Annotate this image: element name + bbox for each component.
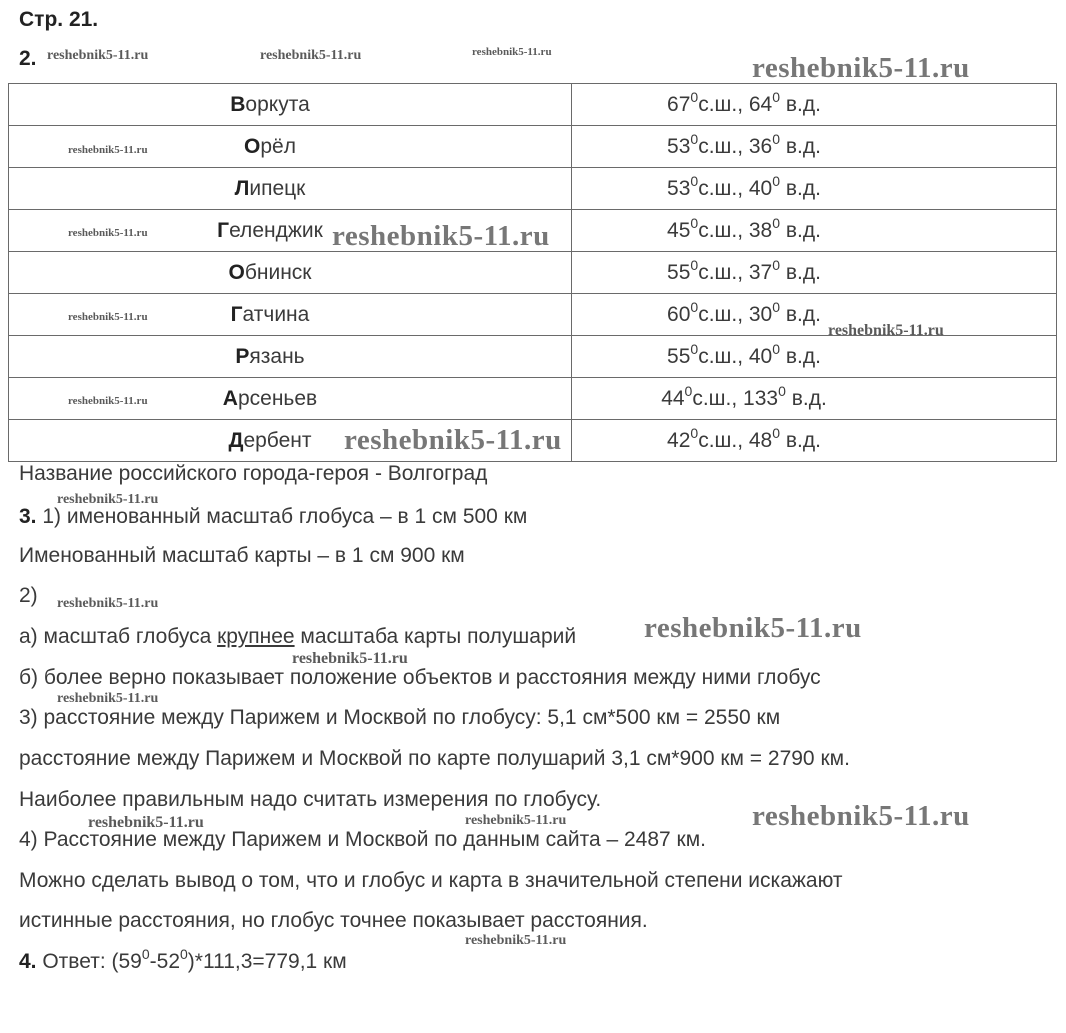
degree-mark: 0 [690,298,699,315]
city-coords-cell [572,336,1057,378]
degree-mark: 0 [772,298,781,315]
latitude-value: 42 [667,428,691,452]
degree-mark: 0 [690,88,699,105]
task4-text-c: )*111,3=779,1 км [187,950,347,973]
city-coords-cell [572,252,1057,294]
city-name-initial: Г [230,302,243,326]
latitude-value: 67 [667,92,691,116]
task4-line [19,946,347,974]
degree-mark: 0 [772,340,781,357]
latitude-unit: с.ш., [698,260,749,284]
latitude-unit: с.ш., [698,302,749,326]
watermark: reshebnik5-11.ru [292,650,408,667]
longitude-value: 37 [748,260,773,284]
city-row [9,168,1057,210]
city-coords-cell [572,168,1057,210]
latitude-unit: с.ш., [698,428,749,452]
task3-line9: 4) Расстояние между Парижем и Москвой по данным сайта – 2487 км. [19,828,707,851]
degree-mark: 0 [778,382,786,399]
city-coords-cell [572,378,1057,420]
longitude-unit: в.д. [780,92,821,116]
watermark: reshebnik5-11.ru [332,220,550,252]
city-name-cell [9,252,572,294]
watermark: reshebnik5-11.ru [828,322,944,339]
longitude-value: 48 [748,428,773,452]
city-row [9,126,1057,168]
city-name-initial: В [230,92,246,116]
watermark: reshebnik5-11.ru [472,46,552,58]
degree-mark: 0 [690,130,699,147]
city-coords-cell [572,420,1057,462]
watermark: reshebnik5-11.ru [68,311,148,323]
longitude-value: 38 [748,218,773,242]
longitude-unit: в.д. [780,260,821,284]
watermark: reshebnik5-11.ru [68,227,148,239]
city-name-rest: бнинск [244,260,312,284]
degree-mark: 0 [690,256,699,273]
latitude-value: 45 [667,218,691,242]
page-heading: Стр. 21. [19,8,99,31]
task3-number: 3. [19,505,37,528]
city-name-initial: Р [235,344,250,368]
city-name-rest: атчина [242,302,310,326]
longitude-value: 64 [748,92,773,116]
degree-mark: 0 [772,214,781,231]
task3-line2: Именованный масштаб карты – в 1 см 900 км [19,544,465,567]
city-name-initial: Л [234,176,250,200]
task4-sup2: 0 [180,946,188,962]
task3-line4-b: масштаба карты полушарий [294,625,577,648]
degree-mark: 0 [772,88,781,105]
cities-table [8,83,1057,462]
watermark: reshebnik5-11.ru [752,800,970,832]
watermark: reshebnik5-11.ru [57,596,159,611]
task3-line4-a: а) масштаб глобуса [19,625,218,648]
latitude-unit: с.ш., [698,92,749,116]
task3-line6: 3) расстояние между Парижем и Москвой по глобусу: 5,1 см*500 км = 2550 км [19,706,781,729]
city-coords-cell [572,210,1057,252]
degree-mark: 0 [690,340,699,357]
longitude-unit: в.д. [780,344,821,368]
city-name-initial: О [228,260,245,284]
city-name-rest: ипецк [249,176,306,200]
longitude-unit: в.д. [780,302,821,326]
longitude-value: 30 [748,302,773,326]
latitude-unit: с.ш., [698,134,749,158]
latitude-value: 55 [667,344,691,368]
city-name-rest: рсеньев [237,386,318,410]
task3-line7: расстояние между Парижем и Москвой по карте полушарий 3,1 см*900 км = 2790 км. [19,747,850,770]
watermark: reshebnik5-11.ru [465,933,567,948]
watermark: reshebnik5-11.ru [57,691,159,706]
degree-mark: 0 [772,256,781,273]
watermark: reshebnik5-11.ru [88,814,204,831]
task3-line3: 2) [19,584,38,607]
watermark: reshebnik5-11.ru [465,813,567,828]
city-row [9,378,1057,420]
city-row [9,336,1057,378]
city-name-initial: Г [217,218,230,242]
city-row [9,252,1057,294]
task2-number: 2. [19,47,37,70]
task3-line1 [19,505,527,529]
longitude-value: 133 [743,386,779,410]
task3-line1-text: 1) именованный масштаб глобуса – в 1 см 500 км [36,505,528,528]
longitude-unit: в.д. [785,386,827,410]
task3-line10: Можно сделать вывод о том, что и глобус и карта в значительной степени искажают [19,869,843,892]
city-name-rest: рёл [260,134,296,158]
latitude-value: 53 [667,176,691,200]
watermark: reshebnik5-11.ru [57,492,159,507]
city-name-rest: еленджик [229,218,323,242]
longitude-unit: в.д. [780,134,821,158]
degree-mark: 0 [690,214,699,231]
degree-mark: 0 [772,172,781,189]
latitude-unit: с.ш., [698,344,749,368]
latitude-value: 55 [667,260,691,284]
city-name-initial: Д [228,428,244,452]
degree-mark: 0 [690,172,699,189]
task4-sup1: 0 [141,946,150,962]
degree-mark: 0 [772,424,781,441]
watermark: reshebnik5-11.ru [68,395,148,407]
city-coords-cell [572,294,1057,336]
latitude-value: 60 [667,302,691,326]
watermark: reshebnik5-11.ru [47,48,149,63]
task4-text-b: -52 [149,950,180,973]
longitude-value: 40 [748,344,773,368]
watermark: reshebnik5-11.ru [68,144,148,156]
city-row [9,84,1057,126]
task3-line8: Наиболее правильным надо считать измерения по глобусу. [19,788,602,811]
latitude-value: 44 [661,386,685,410]
longitude-value: 40 [748,176,773,200]
latitude-unit: с.ш., [698,176,749,200]
degree-mark: 0 [684,382,693,399]
task3-line5: б) более верно показывает положение объектов и расстояния между ними глобус [19,666,821,689]
latitude-unit: с.ш., [692,386,744,410]
longitude-unit: в.д. [780,428,821,452]
latitude-unit: с.ш., [698,218,749,242]
watermark: reshebnik5-11.ru [344,424,562,456]
watermark: reshebnik5-11.ru [260,48,362,63]
longitude-value: 36 [748,134,773,158]
task4-text-a: Ответ: (59 [36,950,142,973]
longitude-unit: в.д. [780,176,821,200]
task2-answer: Название российского города-героя - Волгоград [19,462,488,485]
task4-number: 4. [19,950,37,973]
city-name-initial: О [244,134,261,158]
city-coords-cell [572,126,1057,168]
city-name-initial: А [222,386,238,410]
latitude-value: 53 [667,134,691,158]
longitude-unit: в.д. [780,218,821,242]
task3-line4-underlined: крупнее [217,625,295,648]
city-name-cell [9,336,572,378]
city-name-rest: оркута [245,92,310,116]
degree-mark: 0 [772,130,781,147]
city-name-cell [9,168,572,210]
task3-line4 [19,625,576,649]
city-name-rest: язань [249,344,305,368]
city-name-cell [9,84,572,126]
watermark: reshebnik5-11.ru [752,52,970,84]
city-name-rest: ербент [243,428,312,452]
task3-line11: истинные расстояния, но глобус точнее показывает расстояния. [19,909,648,932]
degree-mark: 0 [690,424,699,441]
watermark: reshebnik5-11.ru [644,612,862,644]
city-coords-cell [572,84,1057,126]
